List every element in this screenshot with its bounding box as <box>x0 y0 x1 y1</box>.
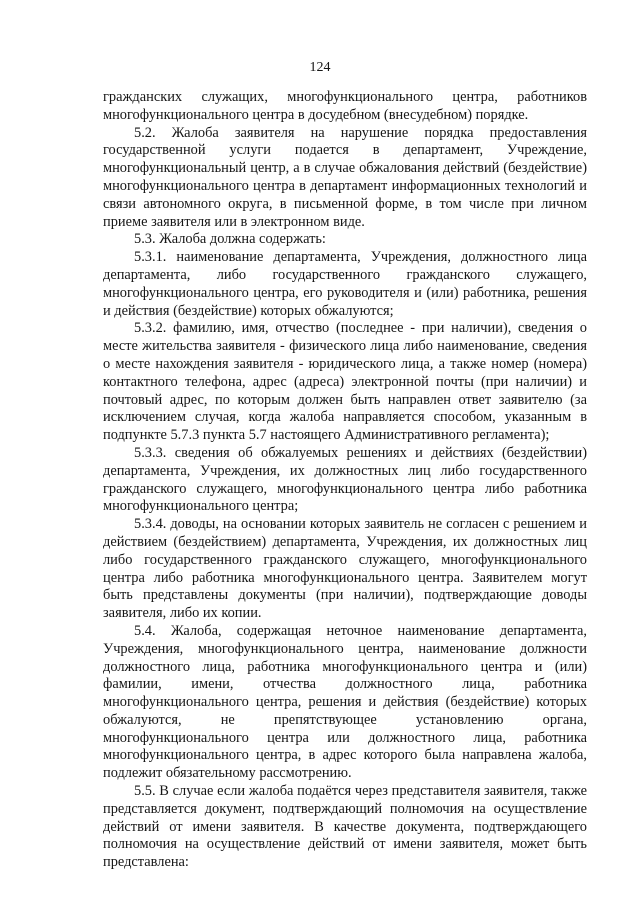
paragraph-5-2: 5.2. Жалоба заявителя на нарушение порядка предоставления государственной услуги подается в департамент, Учреждение, многофункциональный центр, а в случае обжалования действий (бездействие) многофункционального центра в департамент информационных технологий и связи автономного округа, в письменной форме, в том числе при личном приеме заявителя или в электронном виде. <box>103 124 587 230</box>
paragraph-5-3-2: 5.3.2. фамилию, имя, отчество (последнее - при наличии), сведения о месте жительства заявителя - физического лица либо наименование, сведения о месте нахождения заявителя - юридического лица, а также номер (номера) контактного телефона, адрес (адреса) электронной почты (при наличии) и почтовый адрес, по которым должен быть направлен ответ заявителю (за исключением случая, когда жалоба направляется способом, указанным в подпункте 5.7.3 пункта 5.7 настоящего Административного регламента); <box>103 320 587 444</box>
paragraph-5-3-4: 5.3.4. доводы, на основании которых заявитель не согласен с решением и действием (бездействием) департамента, Учреждения, их должностных лиц либо государственного гражданского служащего, многофункционального центра либо работника многофункционального центра. Заявителем могут быть представлены документы (при наличии), подтверждающие доводы заявителя, либо их копии. <box>103 516 587 622</box>
paragraph-5-5: 5.5. В случае если жалоба подаётся через представителя заявителя, также представляется документ, подтверждающий полномочия на осуществление действий от имени заявителя. В качестве документа, подтверждающего полномочия на осуществление действий от имени заявителя, может быть представлена: <box>103 783 587 871</box>
page-number: 124 <box>309 60 331 75</box>
paragraph-5-4: 5.4. Жалоба, содержащая неточное наименование департамента, Учреждения, многофункционального центра, наименование должности должностного лица, работника многофункционального центра и (или) фамилии, имени, отчества должностного лица, работника многофункционального центра, решения и действия (бездействие) которых обжалуются, не препятствующее установлению органа, многофункционального центра или должностного лица, работника многофункционального центра, в адрес которого была направлена жалоба, подлежит обязательному рассмотрению. <box>103 622 587 782</box>
paragraph-5-3: 5.3. Жалоба должна содержать: <box>134 231 326 248</box>
paragraph-continuation: гражданских служащих, многофункционального центра, работников многофункционального центра в досудебном (внесудебном) порядке. <box>103 89 587 123</box>
paragraph-5-3-1: 5.3.1. наименование департамента, Учреждения, должностного лица департамента, либо государственного гражданского служащего, многофункционального центра, его руководителя и (или) работника, решения и действия (бездействие) которых обжалуются; <box>103 249 587 319</box>
document-body <box>103 89 587 872</box>
paragraph-5-3-3: 5.3.3. сведения об обжалуемых решениях и действиях (бездействии) департамента, Учреждения, их должностных лиц либо государственного гражданского служащего, многофункционального центра либо работника многофункционального центра; <box>103 444 587 515</box>
